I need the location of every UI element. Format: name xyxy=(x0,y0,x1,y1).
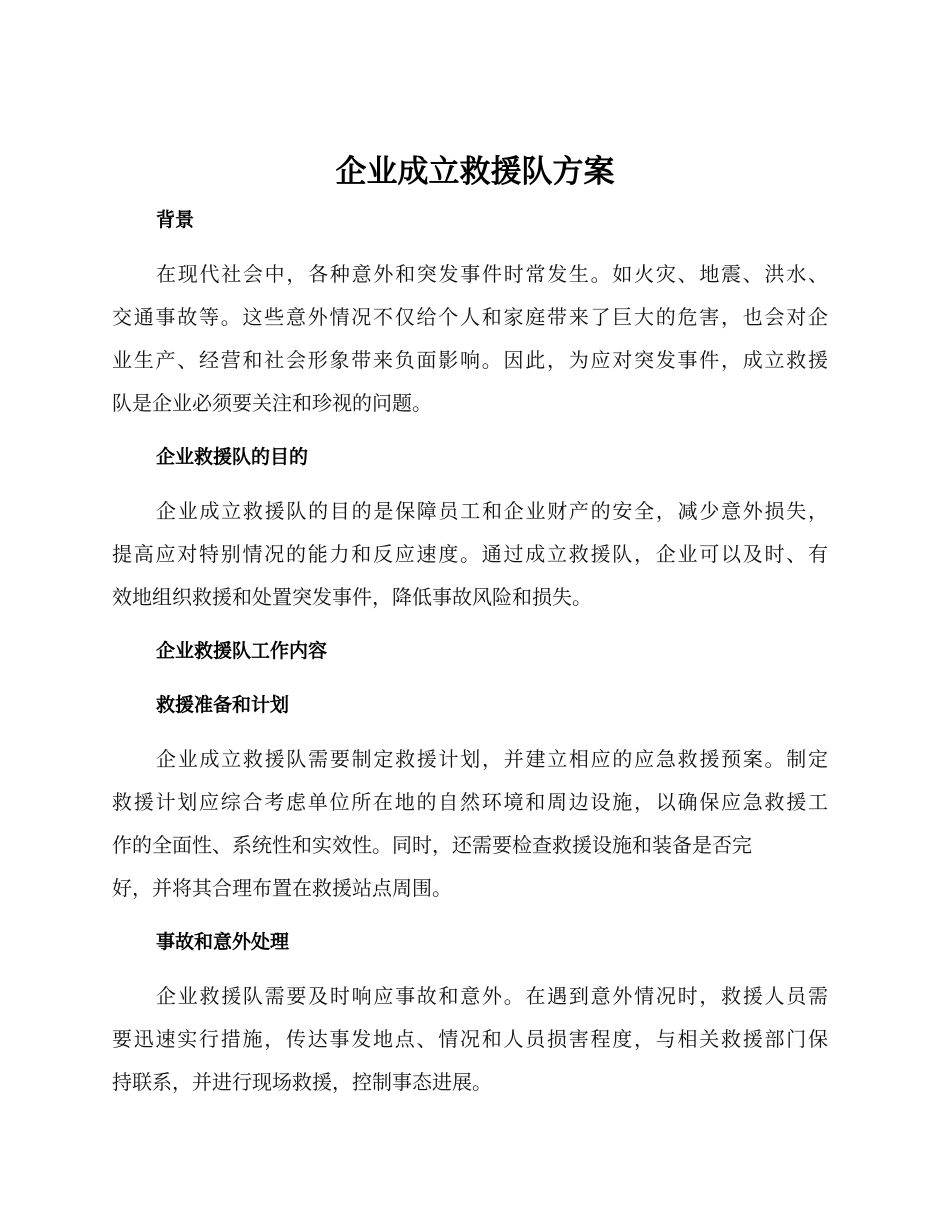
paragraph-line: 在现代社会中，各种意外和突发事件时常发生。如火灾、地震、洪水、 xyxy=(156,262,828,286)
section-heading-preparation-plan: 救援准备和计划 xyxy=(156,694,290,716)
paragraph-line: 好，并将其合理布置在救援站点周围。 xyxy=(112,876,452,900)
paragraph-line: 业生产、经营和社会形象带来负面影响。因此，为应对突发事件，成立救援 xyxy=(112,348,828,372)
section-heading-work-content: 企业救援队工作内容 xyxy=(156,640,328,662)
paragraph-line: 交通事故等。这些意外情况不仅给个人和家庭带来了巨大的危害，也会对企 xyxy=(112,305,828,329)
section-heading-purpose: 企业救援队的目的 xyxy=(156,446,309,468)
paragraph-line: 企业救援队需要及时响应事故和意外。在遇到意外情况时，救援人员需 xyxy=(156,984,828,1008)
paragraph-line: 要迅速实行措施，传达事发地点、情况和人员损害程度，与相关救援部门保 xyxy=(112,1027,828,1051)
paragraph-line: 持联系，并进行现场救援，控制事态进展。 xyxy=(112,1070,492,1094)
paragraph-line: 队是企业必须要关注和珍视的问题。 xyxy=(112,391,432,415)
section-heading-accident-handling: 事故和意外处理 xyxy=(156,931,290,953)
paragraph-line: 提高应对特别情况的能力和反应速度。通过成立救援队，企业可以及时、有 xyxy=(112,542,828,566)
paragraph-line: 企业成立救援队的目的是保障员工和企业财产的安全，减少意外损失， xyxy=(156,499,828,523)
document-title: 企业成立救援队方案 xyxy=(335,154,615,190)
paragraph-line: 效地组织救援和处置突发事件，降低事故风险和损失。 xyxy=(112,585,592,609)
paragraph-line: 企业成立救援队需要制定救援计划，并建立相应的应急救援预案。制定 xyxy=(156,747,828,771)
section-heading-background: 背景 xyxy=(156,209,195,231)
paragraph-line: 作的全面性、系统性和实效性。同时，还需要检查救援设施和装备是否完 xyxy=(112,833,752,857)
paragraph-line: 救援计划应综合考虑单位所在地的自然环境和周边设施，以确保应急救援工 xyxy=(112,790,828,814)
